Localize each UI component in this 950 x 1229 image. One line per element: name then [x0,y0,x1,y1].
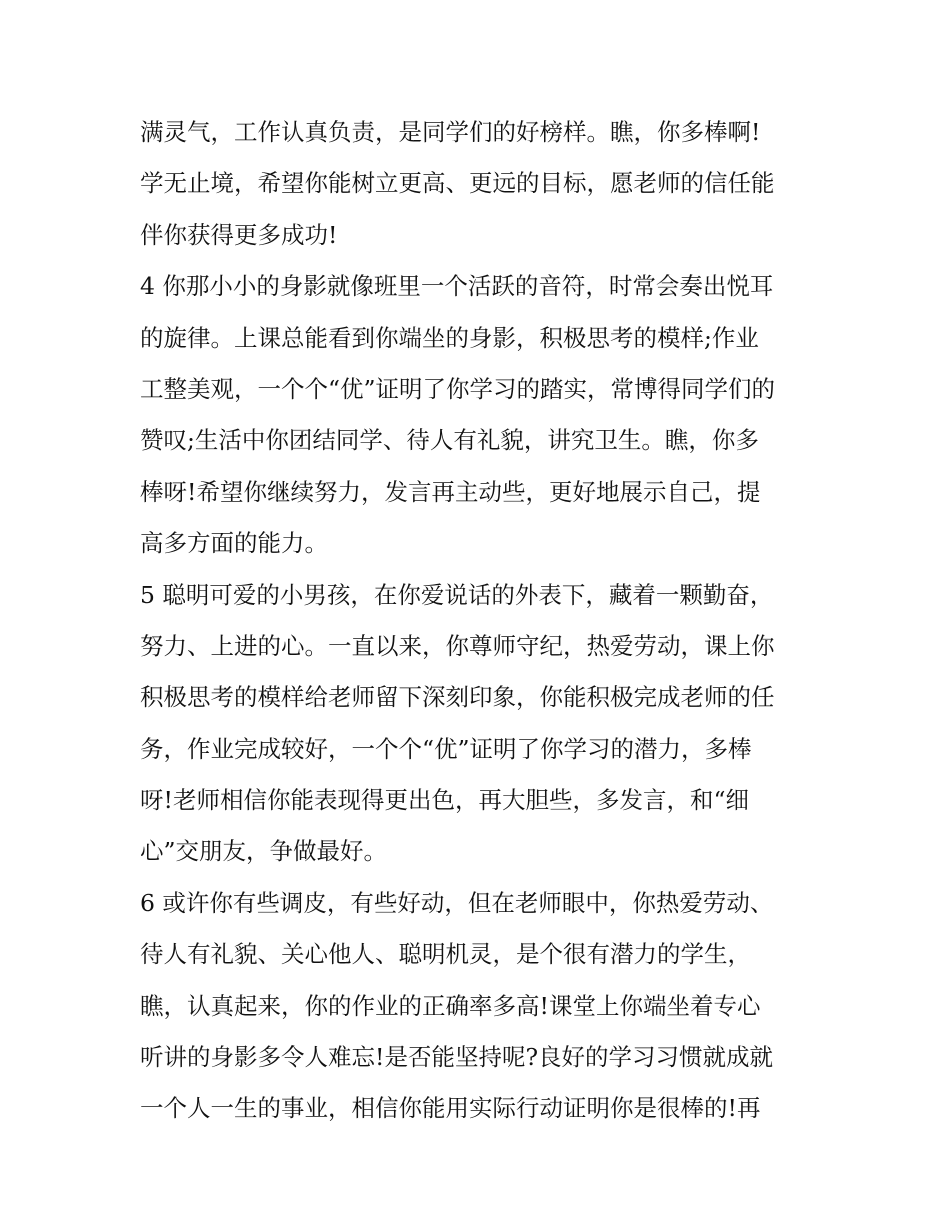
text-line: 的旋律。上课总能看到你端坐的身影，积极思考的模样;作业 [140,323,759,352]
text-line: 6 或许你有些调皮，有些好动，但在老师眼中，你热爱劳动、 [140,888,774,917]
text-line: 呀!老师相信你能表现得更出色，再大胆些，多发言，和“细 [140,786,749,815]
text-line: 努力、上进的心。一直以来，你尊师守纪，热爱劳动，课上你 [140,631,775,660]
text-line: 待人有礼貌、关心他人、聪明机灵，是个很有潜力的学生， [140,940,751,969]
text-line: 瞧，认真起来，你的作业的正确率多高!课堂上你端坐着专心 [140,991,761,1020]
text-line: 心”交朋友，争做最好。 [140,837,388,866]
text-line: 5 聪明可爱的小男孩，在你爱说话的外表下，藏着一颗勤奋， [140,580,774,609]
document-body [140,107,830,1135]
text-line: 听讲的身影多令人难忘!是否能坚持呢?良好的学习习惯就成就 [140,1043,774,1072]
text-line: 赞叹;生活中你团结同学、待人有礼貌，讲究卫生。瞧，你多 [140,426,759,455]
text-line: 务，作业完成较好，一个个“优”证明了你学习的潜力，多棒 [140,734,752,763]
text-line: 满灵气，工作认真负责，是同学们的好榜样。瞧，你多棒啊! [140,118,761,146]
text-line: 积极思考的模样给老师留下深刻印象，你能积极完成老师的任 [140,683,775,712]
text-line: 4 你那小小的身影就像班里一个活跃的音符，时常会奏出悦耳 [140,272,774,301]
text-line: 棒呀!希望你继续努力，发言再主动些，更好地展示自己，提 [140,477,761,506]
text-line: 高多方面的能力。 [140,529,328,558]
text-line: 学无止境，希望你能树立更高、更远的目标，愿老师的信任能 [140,169,775,198]
text-line: 一个人一生的事业，相信你能用实际行动证明你是很棒的!再 [140,1094,761,1123]
text-line: 工整美观，一个个“优”证明了你学习的踏实，常博得同学们的 [140,374,776,403]
text-line: 伴你获得更多成功! [140,220,338,249]
